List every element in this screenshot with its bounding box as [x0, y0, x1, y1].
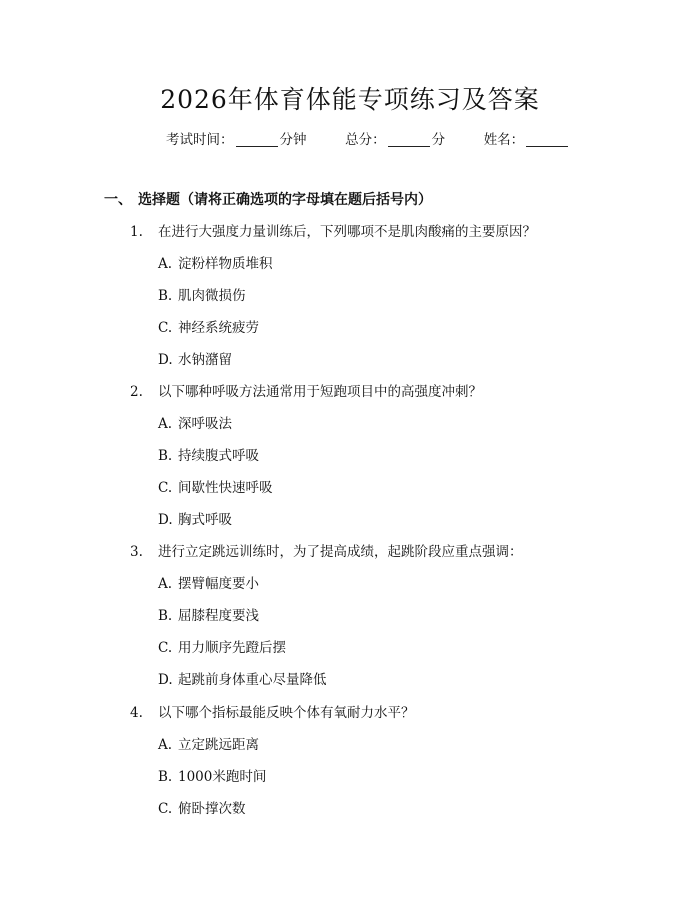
total-score-field: [345, 130, 445, 150]
option-letter: B.: [158, 769, 173, 785]
student-name-blank: [526, 132, 568, 147]
option-text: 水钠潴留: [178, 352, 232, 368]
question-text: 进行立定跳远训练时，为了提高成绩，起跳阶段应重点强调：: [158, 544, 523, 560]
option-1d: [158, 350, 232, 370]
option-letter: B.: [158, 288, 173, 304]
question-number: 1.: [130, 224, 143, 240]
option-text: 用力顺序先蹬后摆: [178, 640, 286, 656]
total-score-label: 总分：: [345, 132, 386, 148]
question-4: [130, 703, 415, 723]
option-3b: [158, 606, 259, 626]
exam-time-field: [166, 130, 307, 150]
document-title: 2026年体育体能专项练习及答案: [160, 85, 540, 114]
option-letter: C.: [158, 320, 173, 336]
exam-time-label: 考试时间：: [166, 132, 234, 148]
option-2a: [158, 414, 232, 434]
exam-info-line: [166, 130, 570, 150]
option-text: 神经系统疲劳: [178, 320, 259, 336]
option-1a: [158, 254, 273, 274]
option-text: 胸式呼吸: [178, 512, 232, 528]
option-letter: B.: [158, 608, 173, 624]
option-text: 立定跳远距离: [178, 737, 259, 753]
option-letter: C.: [158, 801, 173, 817]
option-3a: [158, 574, 259, 594]
student-name-label: 姓名：: [483, 132, 525, 148]
option-text: 俯卧撑次数: [178, 801, 246, 817]
option-letter: C.: [158, 640, 173, 656]
question-text: 以下哪种呼吸方法通常用于短跑项目中的高强度冲刺？: [158, 384, 482, 400]
option-text: 肌肉微损伤: [178, 288, 246, 304]
total-score-unit: 分: [431, 132, 446, 148]
option-letter: D.: [158, 512, 173, 528]
student-name-field: [484, 130, 571, 150]
option-letter: D.: [158, 352, 173, 368]
option-letter: D.: [158, 672, 173, 688]
option-1b: [158, 286, 246, 306]
option-1c: [158, 318, 259, 338]
question-2: [130, 382, 482, 402]
question-text: 在进行大强度力量训练后，下列哪项不是肌肉酸痛的主要原因？: [158, 224, 536, 240]
option-4a: [158, 735, 259, 755]
option-4c: [158, 799, 246, 819]
option-3d: [158, 670, 327, 690]
option-text: 间歇性快速呼吸: [178, 480, 273, 496]
option-text: 摆臂幅度要小: [178, 576, 259, 592]
option-letter: A.: [158, 256, 173, 272]
option-letter: A.: [158, 416, 173, 432]
option-4b: [158, 767, 266, 787]
option-letter: C.: [158, 480, 173, 496]
option-text: 1000米跑时间: [178, 769, 267, 785]
option-letter: A.: [158, 737, 173, 753]
option-letter: A.: [158, 576, 173, 592]
option-2d: [158, 510, 232, 530]
option-letter: B.: [158, 448, 173, 464]
option-text: 深呼吸法: [178, 416, 232, 432]
option-text: 屈膝程度要浅: [178, 608, 259, 624]
option-3c: [158, 638, 286, 658]
option-2c: [158, 478, 273, 498]
question-number: 3.: [130, 544, 143, 560]
section-heading: [104, 190, 432, 210]
exam-time-unit: 分钟: [279, 132, 307, 148]
option-text: 持续腹式呼吸: [178, 448, 259, 464]
question-text: 以下哪个指标最能反映个体有氧耐力水平？: [158, 705, 415, 721]
option-text: 起跳前身体重心尽量降低: [178, 672, 327, 688]
option-text: 淀粉样物质堆积: [178, 256, 273, 272]
question-3: [130, 542, 523, 562]
total-score-blank: [388, 132, 430, 147]
section-number: 一、: [104, 192, 132, 208]
question-1: [130, 222, 536, 242]
section-title: 选择题（请将正确选项的字母填在题后括号内）: [138, 192, 432, 208]
option-2b: [158, 446, 259, 466]
question-number: 4.: [130, 705, 143, 721]
question-number: 2.: [130, 384, 143, 400]
exam-time-blank: [236, 132, 278, 147]
